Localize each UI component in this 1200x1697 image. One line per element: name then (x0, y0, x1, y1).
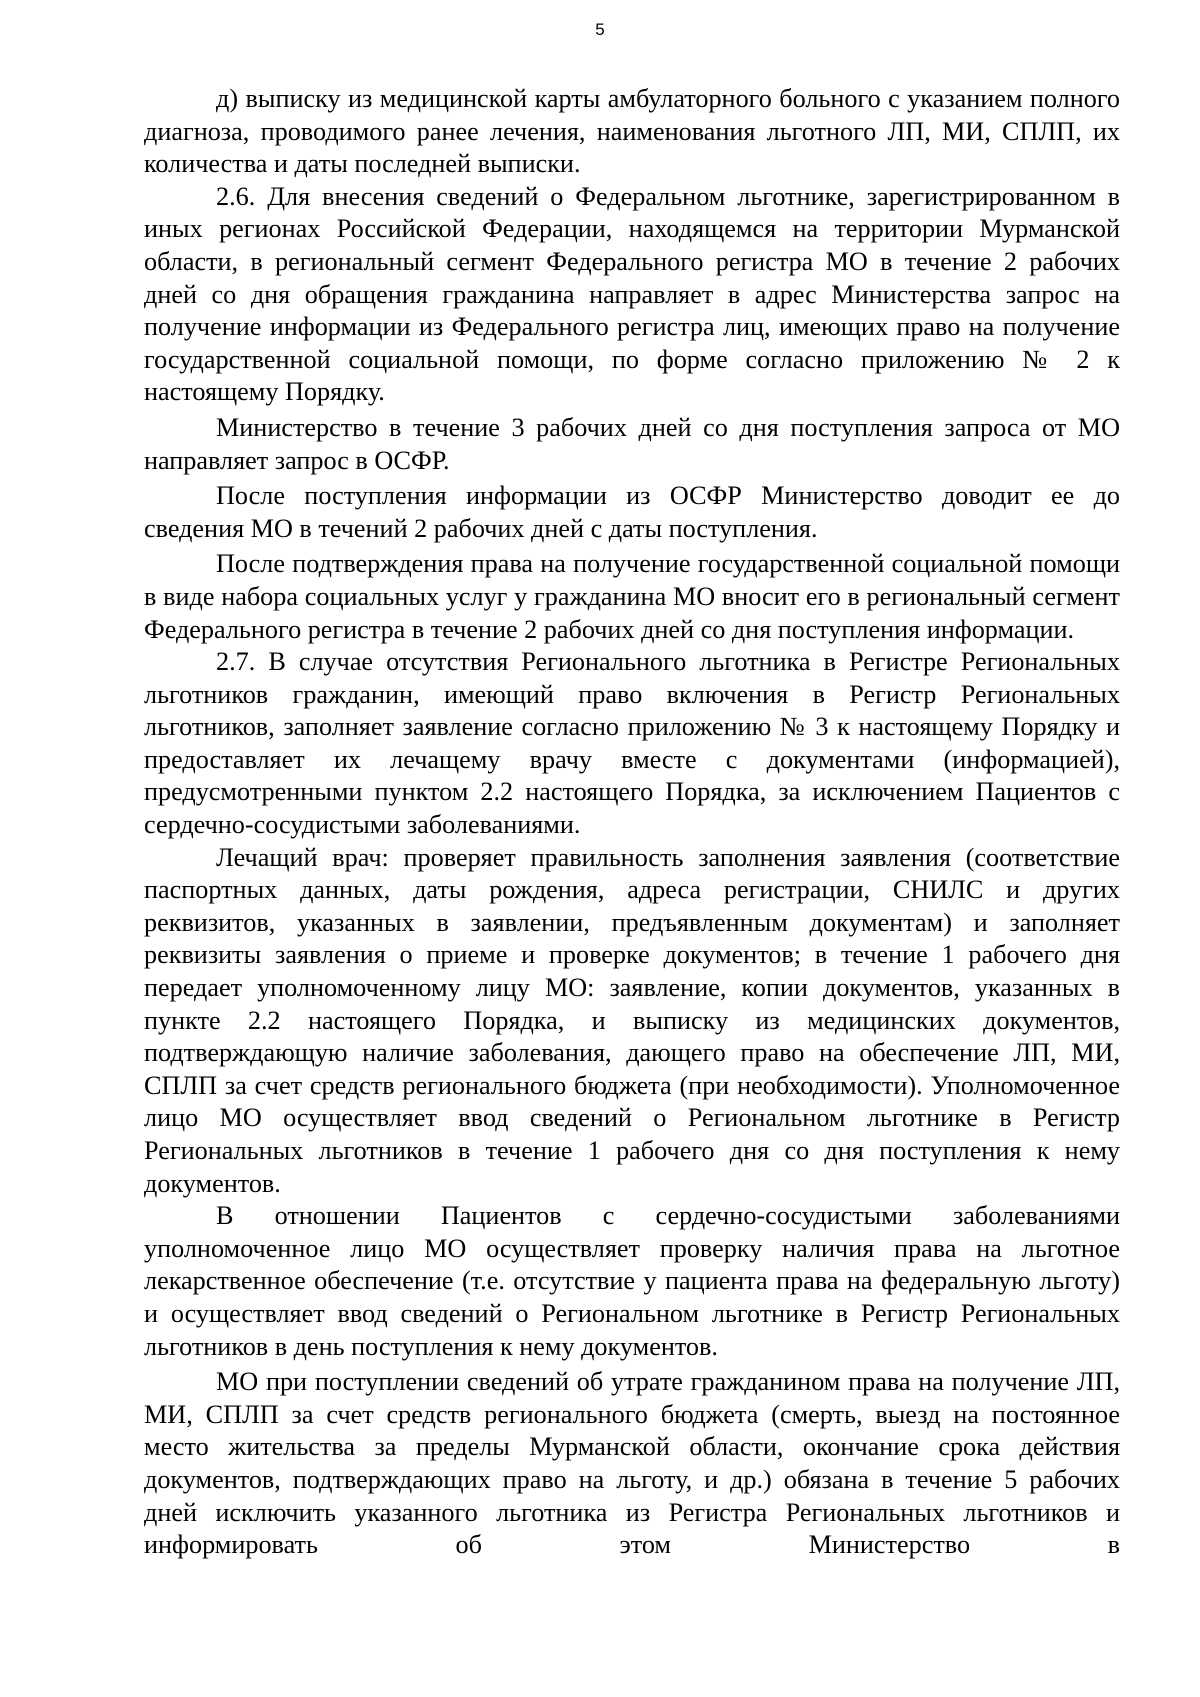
paragraph-after-osfr-info: После поступления информации из ОСФР Министерство доводит ее до сведения МО в течений 2 рабочих дней с даты поступления. (144, 481, 1120, 543)
paragraph-ministry-request: Министерство в течение 3 рабочих дней со дня поступления запроса от МО направляет запрос в ОСФР. (144, 412, 1120, 475)
paragraph-cardiovascular-patients: В отношении Пациентов с сердечно-сосудистыми заболеваниями уполномоченное лицо МО осуществляет проверку наличия права на льготное лекарственное обеспечение (т.е. отсутствие у пациента права на федеральную льготу) и осуществляет ввод сведений о Региональном льготнике в Регистр Региональных льготников в день поступления к нему документов. (144, 1201, 1120, 1361)
page-number: 5 (595, 20, 605, 39)
paragraph-attending-doctor: Лечащий врач: проверяет правильность заполнения заявления (соответствие паспортных данных, даты рождения, адреса регистрации, СНИЛС и других реквизитов, указанных в заявлении, предъявленным документам) и заполняет реквизиты заявления о приеме и проверке документов; в течение 1 рабочего дня передает уполномоченному лицу МО: заявление, копии документов, указанных в пункте 2.2 настоящего Порядка, и выписку из медицинских документов, подтверждающую наличие заболевания, дающего право на обеспечение ЛП, МИ, СПЛП за счет средств регионального бюджета (при необходимости). Уполномоченное лицо МО осуществляет ввод сведений о Региональном льготнике в Регистр Региональных льготников в течение 1 рабочего дня со дня поступления к нему документов. (144, 842, 1120, 1198)
paragraph-loss-of-right: МО при поступлении сведений об утрате гражданином права на получение ЛП, МИ, СПЛП за счет средств регионального бюджета (смерть, выезд на постоянное место жительства за пределы Мурманской области, окончание срока действия документов, подтверждающих право на льготу, и др.) обязана в течение 5 рабочих дней исключить указанного льготника из Регистра Региональных льготников и информировать об этом Министерство в (144, 1367, 1120, 1560)
paragraph-after-confirmation: После подтверждения права на получение государственной социальной помощи в виде набора социальных услуг у гражданина МО вносит его в региональный сегмент Федерального регистра в течение 2 рабочих дней со дня поступления информации. (144, 549, 1120, 644)
paragraph-2-7: 2.7. В случае отсутствия Регионального льготника в Регистре Региональных льготников гражданин, имеющий право включения в Регистр Региональных льготников, заполняет заявление согласно приложению № 3 к настоящему Порядку и предоставляет их лечащему врачу вместе с документами (информацией), предусмотренными пунктом 2.2 настоящего Порядка, за исключением Пациентов с сердечно-сосудистыми заболеваниями. (144, 647, 1120, 840)
paragraph-2-5-d: д) выписку из медицинской карты амбулаторного больного с указанием полного диагноза, проводимого ранее лечения, наименования льготного ЛП, МИ, СПЛП, их количества и даты последней выписки. (144, 84, 1120, 179)
paragraph-2-6: 2.6. Для внесения сведений о Федеральном льготнике, зарегистрированном в иных регионах Российской Федерации, находящемся на территории Мурманской области, в региональный сегмент Федерального регистра МО в течение 2 рабочих дней со дня обращения гражданина направляет в адрес Министерства запрос на получение информации из Федерального регистра лиц, имеющих право на получение государственной социальной помощи, по форме согласно приложению № 2 к настоящему Порядку. (144, 181, 1120, 407)
document-body (144, 83, 1120, 1562)
